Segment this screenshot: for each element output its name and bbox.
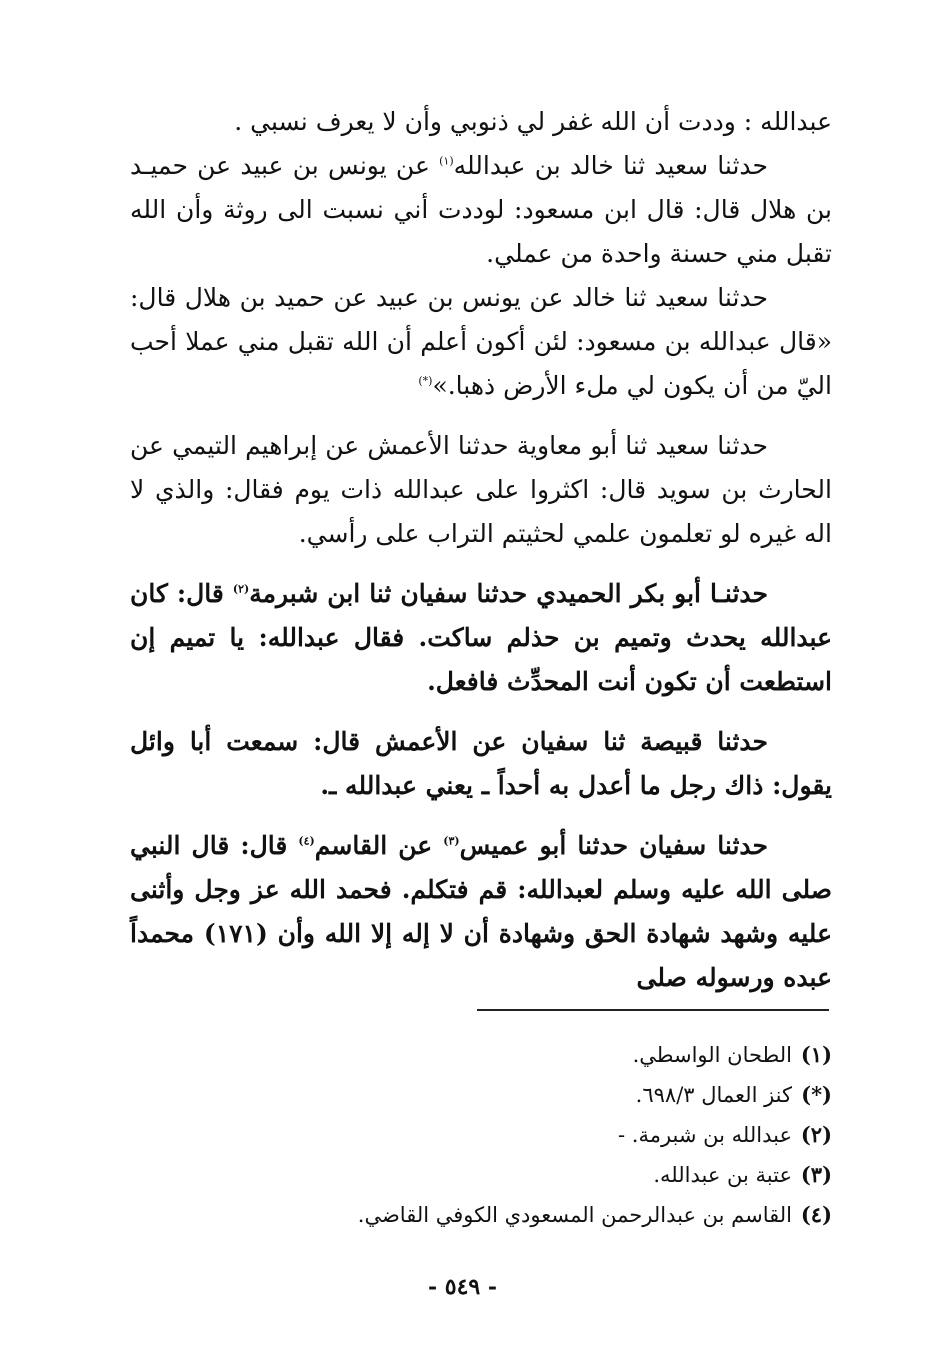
footnote-text: عبدالله بن شبرمة. - [618,1123,792,1147]
footnote-item [130,1075,832,1115]
paragraph-p4 [130,424,832,556]
paragraph-text: حدثنا سعيد ثنا خالد بن عبدالله [453,151,768,180]
footnotes [130,1035,832,1235]
footnote-marker: (*) [418,374,433,388]
main-text [130,100,832,1000]
paragraph-text: عبدالله : وددت أن الله غفر لي ذنوبي وأن لا يعرف نسبي . [234,107,832,136]
footnote-marker: (٣) [443,834,460,848]
paragraph-text: حدثنا سفيان حدثنا أبو عميس [459,831,768,860]
footnote-marker: (٢) [232,582,250,596]
footnote-number: (*) [801,1082,832,1107]
paragraph-p1 [130,100,832,144]
footnote-text: القاسم بن عبدالرحمن المسعودي الكوفي القاضي. [357,1203,792,1227]
footnote-number: (٣) [800,1162,832,1187]
footnote-marker: (٤) [298,834,315,848]
paragraph-p2 [130,144,832,276]
footnote-item [130,1195,832,1235]
footnote-text: الطحان الواسطي. [632,1043,792,1067]
footnote-marker: (١) [439,154,454,168]
paragraph-text: قال: كان عبدالله يحدث وتميم بن حذلم ساكت. فقال عبدالله: يا تميم إن استطعت أن تكون أنت المحدِّث فافعل. [130,579,832,696]
footnote-number: (٢) [800,1122,832,1147]
paragraph-text: حدثنا سعيد ثنا خالد عن يونس بن عبيد عن حميد بن هلال قال: «قال عبدالله بن مسعود: لئن أكون أعلم أن الله تقبل مني عملا أحب اليّ من أن يكون لي ملء الأرض ذهبا.» [130,283,832,400]
footnote-number: (١) [800,1042,832,1067]
paragraph-text: حدثنا سعيد ثنا أبو معاوية حدثنا الأعمش عن إبراهيم التيمي عن الحارث بن سويد قال: اكثروا على عبدالله ذات يوم فقال: والذي لا اله غيره لو تعلمون علمي لحثيتم التراب على رأسي. [130,431,832,548]
paragraph-text: حدثنا قبيصة ثنا سفيان عن الأعمش قال: سمعت أبا وائل يقول: ذاك رجل ما أعدل به أحداً ـ يعني عبدالله ـ. [130,727,832,800]
page-number: - ٥٤٩ - [427,1274,498,1300]
footnote-text: كنز العمال ٦٩٨/٣. [635,1083,792,1107]
paragraph-p5 [130,572,832,704]
footnote-number: (٤) [800,1202,832,1227]
footnote-item [130,1155,832,1195]
paragraph-text: عن القاسم [314,831,444,860]
paragraph-text: قال: قال النبي صلى الله عليه وسلم لعبدالله: قم فتكلم. فحمد الله عز وجل وأثنى عليه وشهد شهادة الحق وشهادة أن لا إله إلا الله وأن (١٧١) محمداً عبده ورسوله صلى [130,831,832,992]
footnote-item [130,1035,832,1075]
footnote-item [130,1115,832,1155]
paragraph-p6 [130,720,832,808]
footnote-divider [477,1009,829,1011]
paragraph-p7 [130,824,832,1000]
footnote-text: عتبة بن عبدالله. [653,1163,792,1187]
paragraph-p3 [130,276,832,408]
paragraph-text: حدثنـا أبو بكر الحميدي حدثنا سفيان ثنا ابن شبرمة [249,579,769,608]
paragraph-text: عن يونس بن عبيد عن حميـد بن هلال قال: قال ابن مسعود: لوددت أني نسبت الى روثة وأن الله تقبل مني حسنة واحدة من عملي. [130,151,832,268]
